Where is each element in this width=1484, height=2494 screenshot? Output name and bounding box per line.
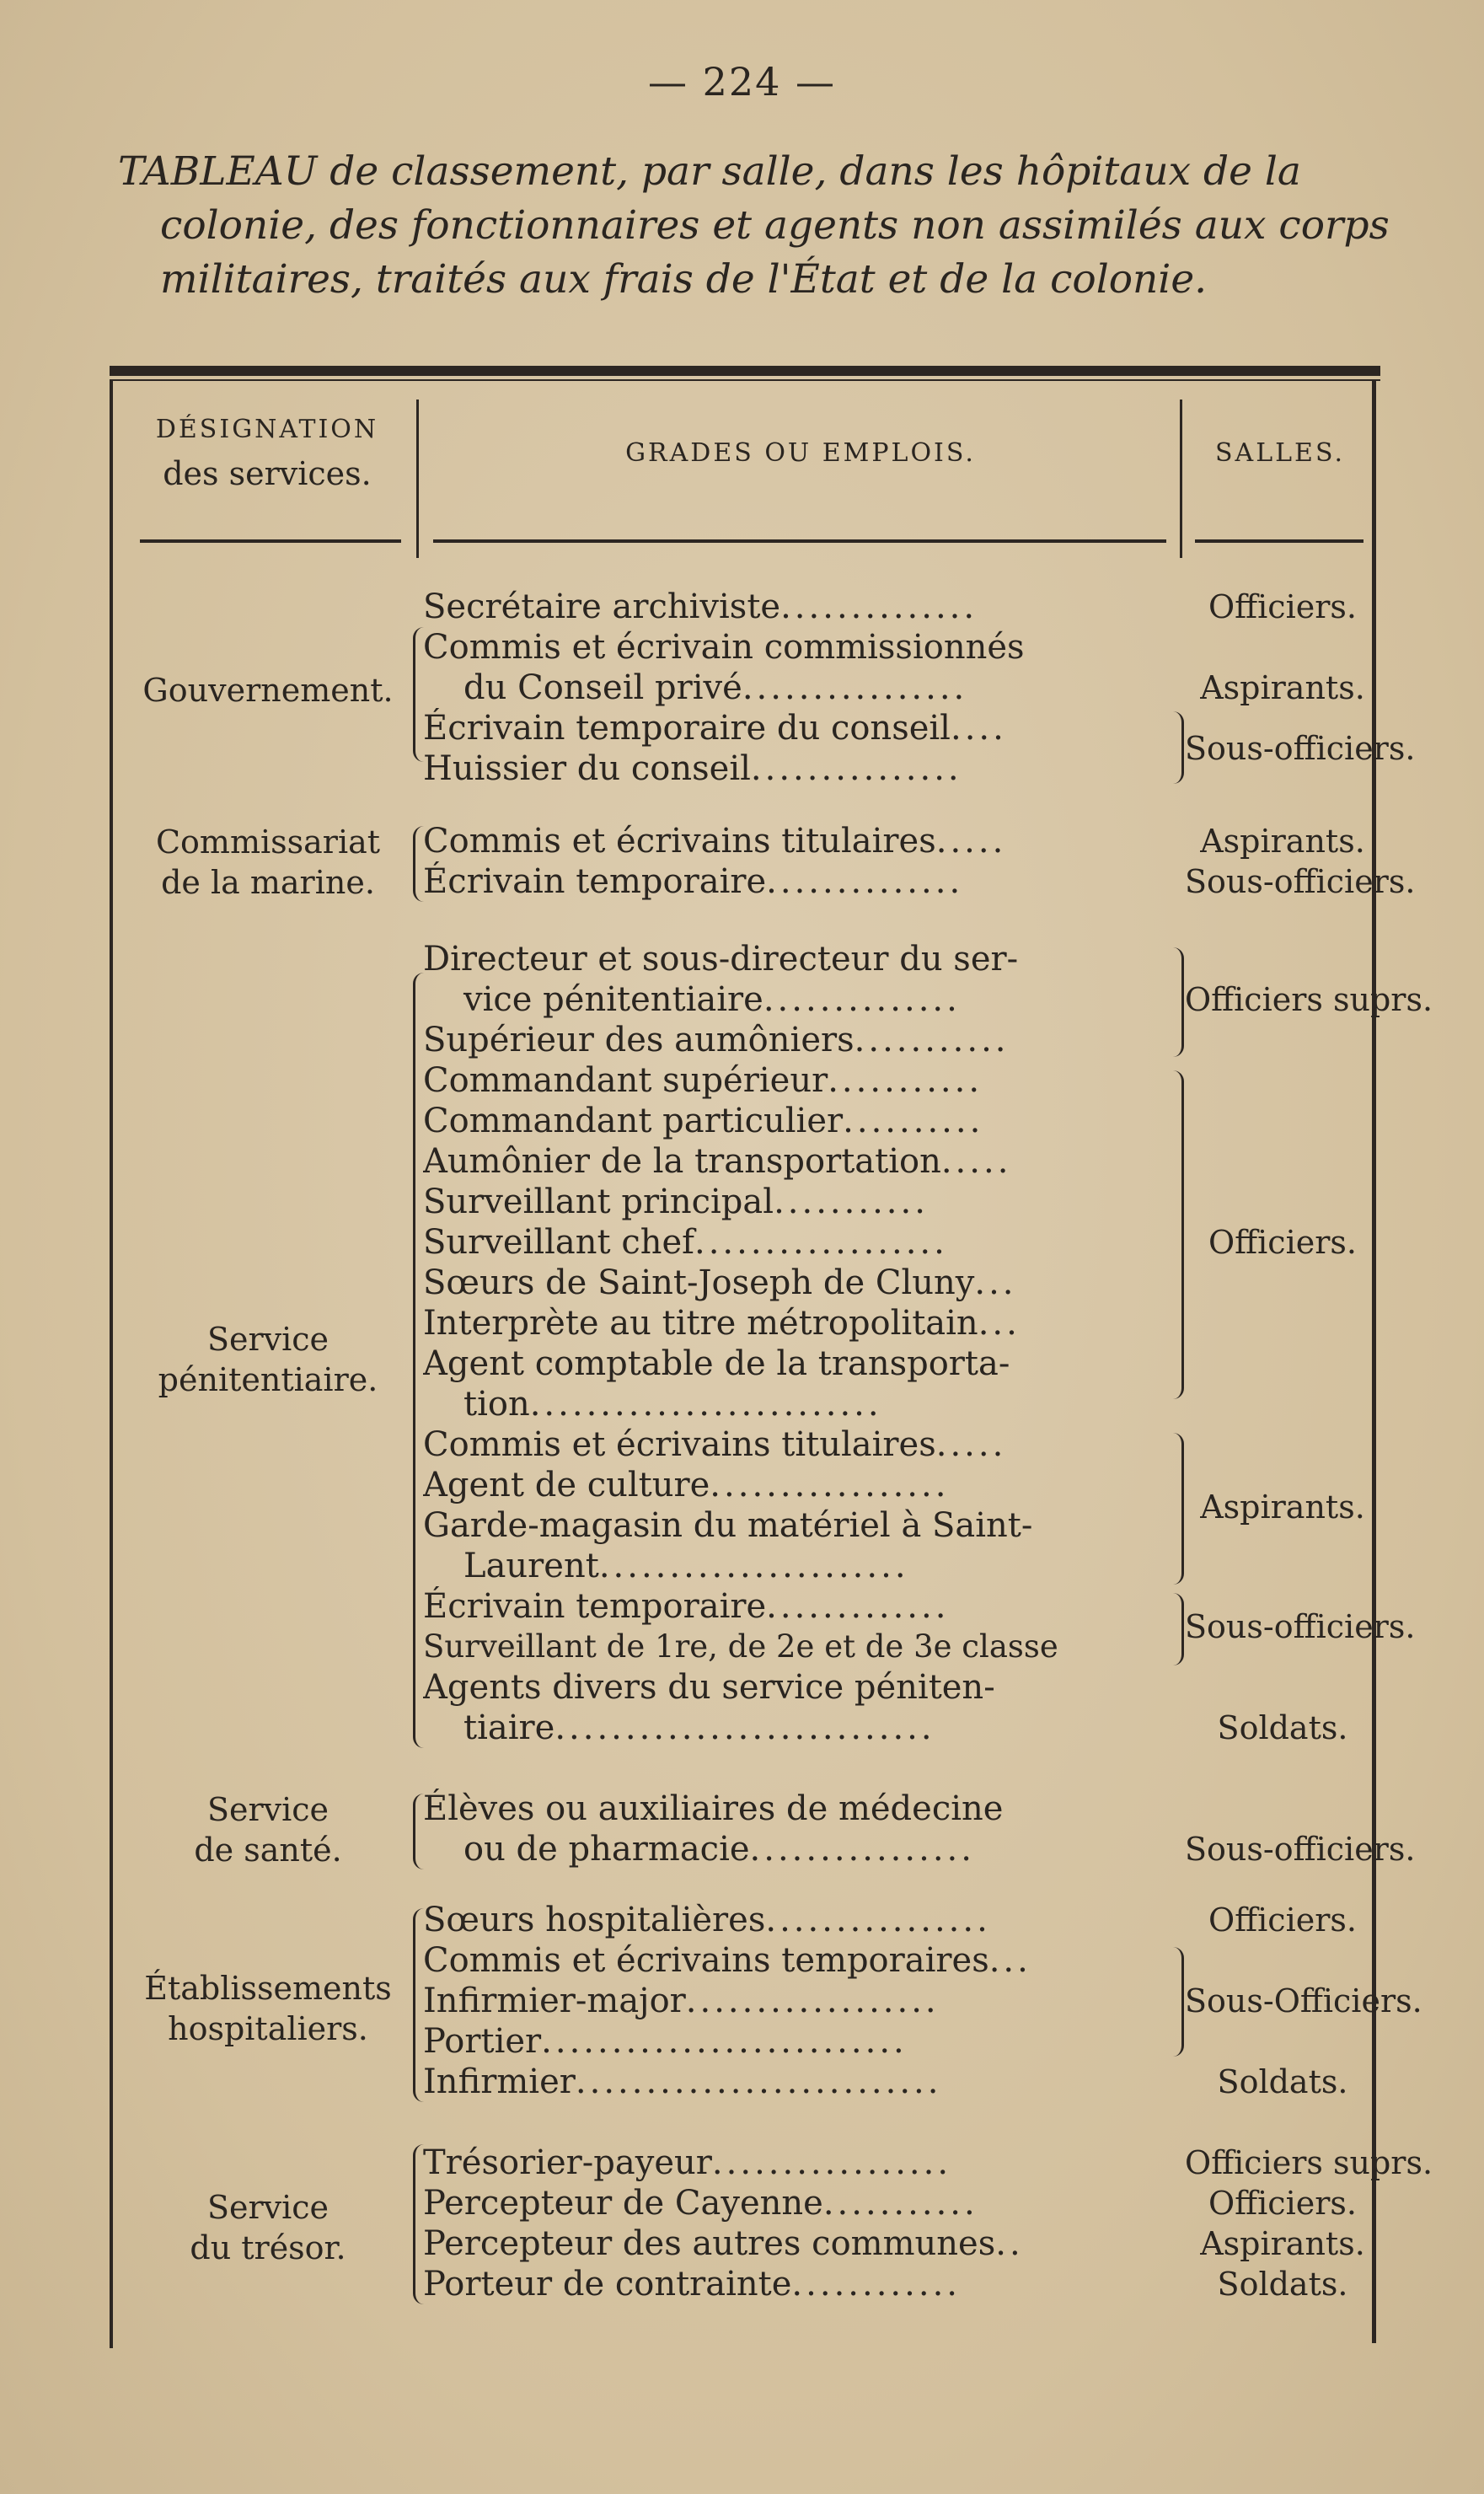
salle-brace-pen-2 [1173,1070,1184,1399]
salle-tresor-2: Officiers. [1208,2185,1357,2222]
row-gouv-5: Huissier du conseil............... [423,749,962,788]
row-pen-7: Surveillant principal........... [423,1183,929,1221]
row-tresor-1: Trésorier-payeur................. [423,2143,952,2182]
salle-hosp-2: Sous-Officiers. [1185,1982,1422,2019]
column-divider-1 [416,400,419,558]
salle-comm-2: Sous-officiers. [1185,863,1416,900]
salle-pen-5: Soldats. [1217,1709,1348,1746]
header-designation: DÉSIGNATION [155,415,379,444]
row-pen-11: Agent comptable de la transporta- [423,1344,1010,1383]
row-pen-17: Écrivain temporaire............. [423,1587,950,1626]
group-label-hosp-2: hospitaliers. [168,2010,368,2047]
row-pen-5: Commandant particulier.......... [423,1102,984,1140]
salle-tresor-3: Aspirants. [1200,2225,1365,2262]
row-hosp-3: Infirmier-major.................. [423,1982,940,2020]
row-sante-2: ou de pharmacie................ [463,1830,975,1869]
row-pen-20: tiaire........................... [463,1708,935,1747]
group-label-commissariat-1: Commissariat [155,823,381,861]
salle-brace-pen-4 [1173,1593,1184,1665]
salle-gouv-2: Aspirants. [1200,669,1365,706]
header-rule-1 [140,539,401,543]
row-comm-1: Commis et écrivains titulaires..... [423,822,1007,861]
group-label-commissariat-2: de la marine. [161,864,375,901]
header-designation-sub: des services. [163,455,372,492]
row-pen-19: Agents divers du service péniten- [423,1668,995,1707]
row-gouv-1: Secrétaire archiviste.............. [423,587,978,626]
header-rule-3 [1195,539,1363,543]
row-sante-1: Élèves ou auxiliaires de médecine [423,1789,1004,1828]
salle-brace-gouv [1173,711,1184,784]
row-pen-16: Laurent...................... [463,1547,909,1585]
salle-pen-2: Officiers. [1208,1224,1357,1261]
row-pen-14: Agent de culture................. [423,1466,950,1504]
row-comm-2: Écrivain temporaire.............. [423,862,964,901]
salle-tresor-4: Soldats. [1217,2266,1348,2303]
salle-brace-pen-3 [1173,1433,1184,1585]
row-tresor-2: Percepteur de Cayenne........... [423,2184,978,2223]
row-hosp-1: Sœurs hospitalières................ [423,1901,991,1939]
row-hosp-5: Infirmier.......................... [423,2062,942,2101]
classification-table [110,366,1433,2348]
salle-pen-1: Officiers suprs. [1185,981,1433,1018]
salle-brace-pen-1 [1173,947,1184,1057]
row-hosp-4: Portier.......................... [423,2022,908,2061]
salle-brace-hosp [1173,1947,1184,2057]
salle-gouv-1: Officiers. [1208,588,1357,625]
table-top-rule-thin [110,379,1380,381]
group-label-penitentiaire-2: pénitentiaire. [158,1361,378,1398]
salle-gouv-3: Sous-officiers. [1185,730,1416,767]
group-label-hosp-1: Établissements [144,1970,392,2007]
row-gouv-3: du Conseil privé................ [463,668,968,707]
group-label-gouvernement: Gouvernement. [142,672,394,709]
row-gouv-2: Commis et écrivain commissionnés [423,628,1025,667]
column-divider-2 [1180,400,1182,558]
salle-comm-1: Aspirants. [1200,823,1365,860]
row-tresor-4: Porteur de contrainte............ [423,2265,961,2304]
row-pen-18: Surveillant de 1re, de 2e et de 3e classe [423,1628,1058,1665]
row-pen-1: Directeur et sous-directeur du ser- [423,940,1019,979]
salle-pen-3: Aspirants. [1200,1488,1365,1526]
group-label-tresor-1: Service [206,2189,329,2226]
group-label-sante-1: Service [206,1791,329,1828]
row-pen-6: Aumônier de la transportation..... [423,1142,1012,1181]
row-pen-15: Garde-magasin du matériel à Saint- [423,1506,1033,1545]
row-pen-13: Commis et écrivains titulaires..... [423,1425,1007,1464]
salle-hosp-1: Officiers. [1208,1901,1357,1939]
row-pen-4: Commandant supérieur........... [423,1061,983,1100]
row-pen-12: tion......................... [463,1385,882,1424]
caption-line-2: colonie, des fonctionnaires et agents non assimilés aux corps [160,202,1390,249]
row-pen-9: Sœurs de Saint-Joseph de Cluny... [423,1263,1017,1302]
row-hosp-2: Commis et écrivains temporaires... [423,1941,1031,1980]
table-left-border [110,379,113,2348]
caption-line-1: TABLEAU de classement, par salle, dans les hôpitaux de la [118,148,1301,195]
header-salles: SALLES. [1215,438,1345,468]
row-gouv-4: Écrivain temporaire du conseil.... [423,709,1007,748]
row-tresor-3: Percepteur des autres communes.. [423,2224,1024,2263]
row-pen-10: Interprète au titre métropolitain... [423,1304,1021,1343]
group-label-tresor-2: du trésor. [190,2229,346,2266]
row-pen-8: Surveillant chef.................. [423,1223,948,1262]
group-label-sante-2: de santé. [194,1832,342,1869]
row-pen-3: Supérieur des aumôniers........... [423,1021,1010,1059]
header-grades: GRADES OU EMPLOIS. [625,438,976,468]
header-rule-2 [433,539,1166,543]
salle-sante-1: Sous-officiers. [1185,1831,1416,1868]
page-number: — 224 — [647,59,837,105]
salle-pen-4: Sous-officiers. [1185,1608,1416,1645]
salle-tresor-1: Officiers suprs. [1185,2144,1433,2181]
caption-line-3: militaires, traités aux frais de l'État et de la colonie. [160,256,1208,303]
group-label-penitentiaire-1: Service [206,1321,329,1358]
table-top-rule [110,366,1380,376]
salle-hosp-3: Soldats. [1217,2063,1348,2100]
row-pen-2: vice pénitentiaire.............. [463,980,961,1019]
table-caption [118,145,1399,307]
